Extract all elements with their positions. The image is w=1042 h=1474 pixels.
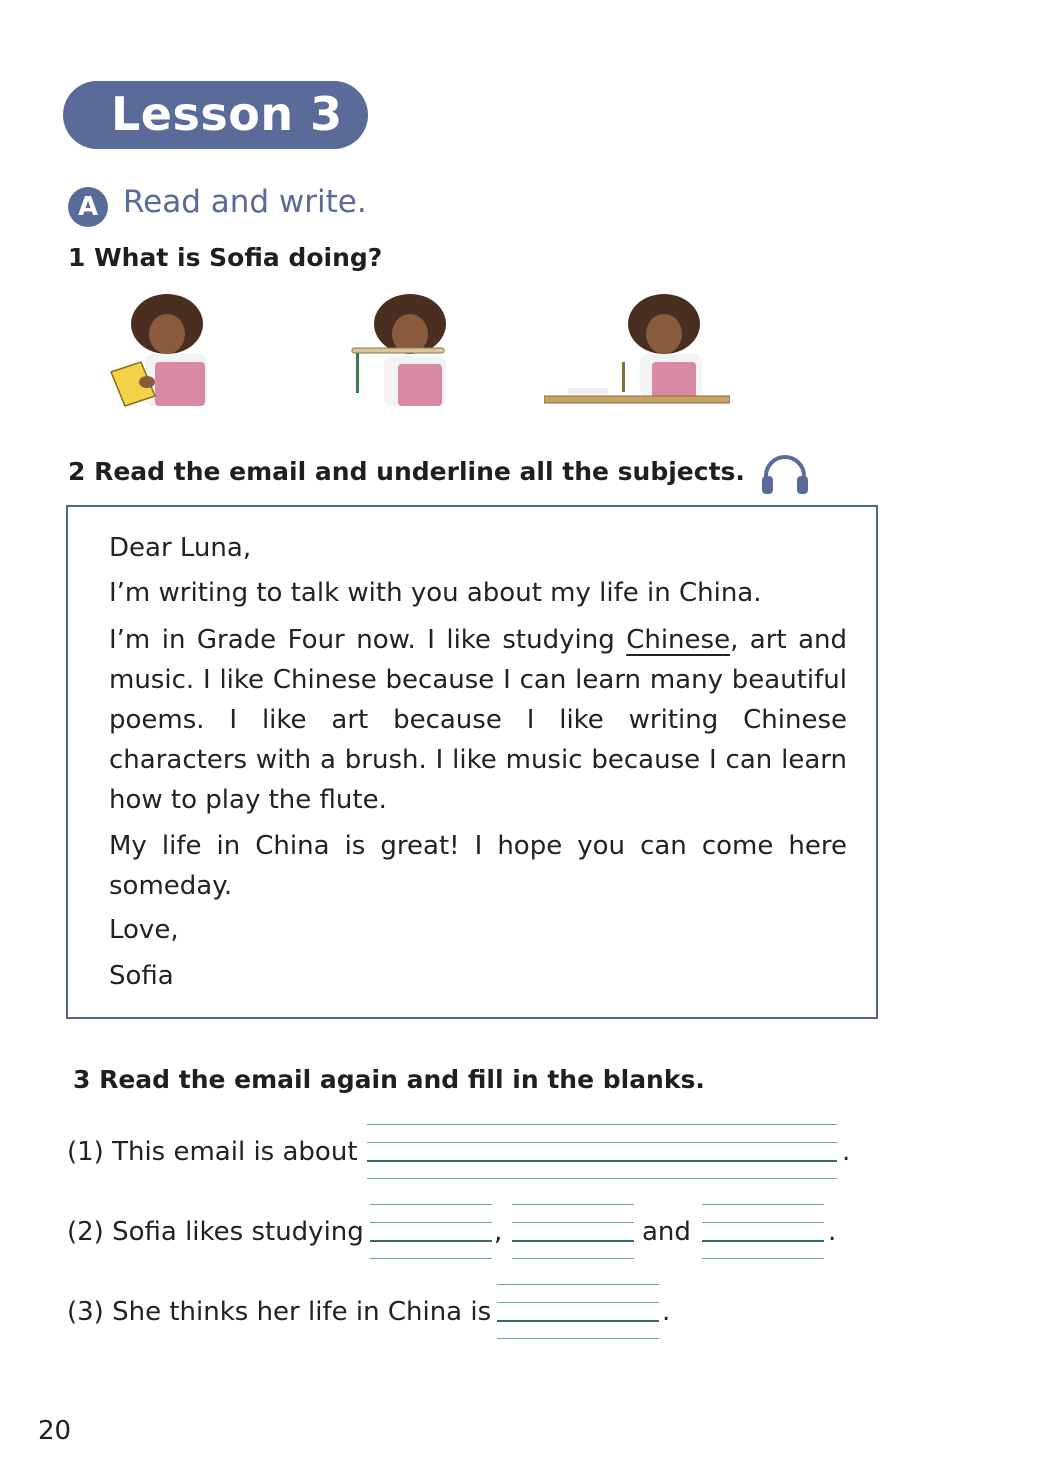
email-para2-end: , art and music. I like Chinese because I can learn many beautiful poems. I like art because I like writing Chinese characters with a brush. I like music because I can learn how to play the flute. [109,625,847,815]
fill-item-2-period: . [828,1217,837,1247]
email-greeting: Dear Luna, [109,533,252,563]
blank-2a[interactable] [370,1204,492,1262]
blank-3[interactable] [497,1284,659,1342]
email-closing: Love, [109,915,179,945]
email-para2-start: I’m in Grade Four now. I like studying [109,625,627,655]
question-1: 1 What is Sofia doing? [68,243,383,272]
sofia-calligraphy-illustration [544,292,730,412]
sofia-reading-illustration [105,292,220,412]
sofia-flute-illustration [350,292,450,412]
section-badge: A [68,187,108,227]
fill-item-2-and: and [642,1217,691,1247]
email-paragraph-2 [109,620,847,820]
fill-item-2-label: (2) Sofia likes studying [67,1217,364,1247]
question-2: 2 Read the email and underline all the subjects. [68,457,745,486]
blank-2b[interactable] [512,1204,634,1262]
fill-item-3-period: . [662,1297,671,1327]
lesson-title-pill [63,81,368,149]
fill-item-2-comma: , [494,1217,503,1247]
blank-2c[interactable] [702,1204,824,1262]
email-signature: Sofia [109,961,174,991]
blank-1[interactable] [367,1124,837,1182]
fill-item-1-period: . [842,1137,851,1167]
email-paragraph-3: My life in China is great! I hope you can come here someday. [109,831,847,901]
question-3: 3 Read the email again and fill in the blanks. [73,1065,705,1094]
fill-item-1-label: (1) This email is about [67,1137,358,1167]
fill-item-3-label: (3) She thinks her life in China is [67,1297,492,1327]
lesson-title: Lesson 3 [111,87,343,141]
section-title: Read and write. [123,184,367,220]
page-number: 20 [38,1416,72,1446]
underlined-subject: Chinese [626,625,731,655]
email-line-1: I’m writing to talk with you about my life in China. [109,578,762,608]
headphones-icon[interactable] [760,454,810,496]
